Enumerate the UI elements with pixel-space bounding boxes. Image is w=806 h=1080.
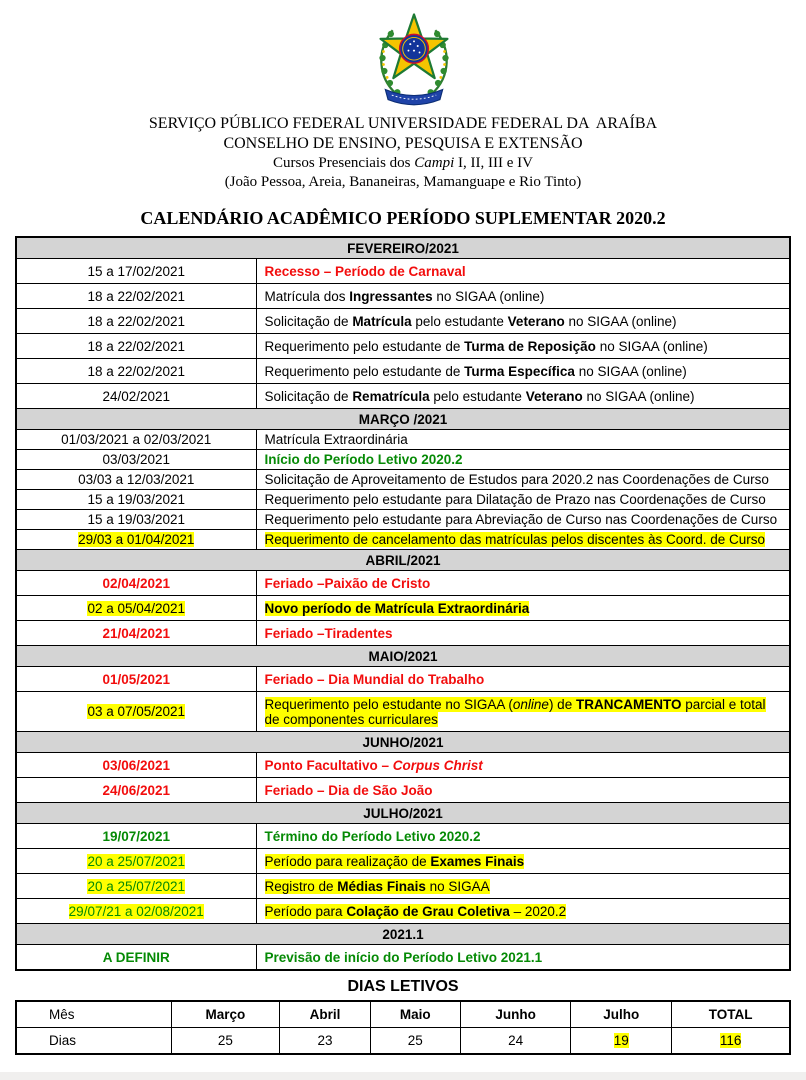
month-header: JULHO/2021 <box>16 803 790 824</box>
event-desc-cell <box>256 621 790 646</box>
dias-col-header: Julho <box>571 1001 672 1028</box>
header-line-3: Cursos Presenciais dos Campi I, II, III e IV <box>273 155 533 171</box>
month-section-row <box>16 237 790 259</box>
dias-col-header: Abril <box>280 1001 370 1028</box>
event-date-cell <box>16 667 256 692</box>
header-line-1: SERVIÇO PÚBLICO FEDERAL UNIVERSIDADE FEDERAL DA ARAÍBA <box>148 115 658 132</box>
event-description: Novo período de Matrícula Extraordinária <box>264 600 530 616</box>
calendar-row <box>16 778 790 803</box>
event-desc-cell <box>256 334 790 359</box>
dias-value-cell <box>460 1028 570 1055</box>
event-desc-cell <box>256 849 790 874</box>
event-desc-cell <box>256 284 790 309</box>
dias-value: 23 <box>317 1033 333 1048</box>
event-date: 21/04/2021 <box>102 625 171 641</box>
calendar-row <box>16 899 790 924</box>
dias-col-header: Mês <box>16 1001 171 1028</box>
dias-data-row <box>16 1028 790 1055</box>
event-date-cell <box>16 470 256 490</box>
calendar-row <box>16 470 790 490</box>
event-date: 03 a 07/05/2021 <box>87 704 186 719</box>
calendar-row <box>16 334 790 359</box>
event-description: Solicitação de Rematrícula pelo estudante Veterano no SIGAA (online) <box>264 388 695 404</box>
calendar-row <box>16 945 790 971</box>
event-date-cell <box>16 778 256 803</box>
calendar-row <box>16 384 790 409</box>
dias-value: 116 <box>719 1033 742 1048</box>
dias-value-cell <box>171 1028 280 1055</box>
event-date-cell <box>16 596 256 621</box>
event-date-cell <box>16 490 256 510</box>
event-description: Término do Período Letivo 2020.2 <box>264 828 481 844</box>
dias-value: 25 <box>407 1033 423 1048</box>
event-desc-cell <box>256 824 790 849</box>
calendar-row <box>16 450 790 470</box>
month-header: FEVEREIRO/2021 <box>16 237 790 259</box>
month-header: MAIO/2021 <box>16 646 790 667</box>
event-description: Matrícula dos Ingressantes no SIGAA (online) <box>264 288 545 304</box>
dias-row-label: Dias <box>16 1028 171 1055</box>
event-date-cell <box>16 510 256 530</box>
event-date-cell <box>16 899 256 924</box>
dias-value: 24 <box>508 1033 524 1048</box>
event-description: Solicitação de Aproveitamento de Estudos para 2020.2 nas Coordenações de Curso <box>264 472 769 487</box>
event-desc-cell <box>256 384 790 409</box>
campi-italic: Campi <box>414 155 455 171</box>
event-date: 18 a 22/02/2021 <box>87 313 186 329</box>
event-description: Feriado –Tiradentes <box>264 625 393 641</box>
event-date: 01/03/2021 a 02/03/2021 <box>61 432 212 447</box>
month-section-row <box>16 732 790 753</box>
event-date: 03/03 a 12/03/2021 <box>78 472 195 487</box>
event-desc-cell <box>256 490 790 510</box>
event-description: Período para realização de Exames Finais <box>264 853 525 869</box>
event-description: Matrícula Extraordinária <box>264 432 408 447</box>
event-date: A DEFINIR <box>102 949 170 965</box>
calendar-row <box>16 596 790 621</box>
calendar-row <box>16 621 790 646</box>
event-date-cell <box>16 621 256 646</box>
dias-letivos-title: DIAS LETIVOS <box>347 978 459 995</box>
calendar-row <box>16 309 790 334</box>
month-section-row <box>16 924 790 945</box>
calendar-row <box>16 571 790 596</box>
event-date: 03/03/2021 <box>102 452 171 467</box>
calendar-row <box>16 510 790 530</box>
calendar-row <box>16 430 790 450</box>
event-date: 20 a 25/07/2021 <box>87 853 186 869</box>
event-date-cell <box>16 753 256 778</box>
brazil-coat-of-arms-icon <box>367 8 461 108</box>
event-date: 24/06/2021 <box>102 782 171 798</box>
event-date: 01/05/2021 <box>102 671 171 687</box>
month-section-row <box>16 409 790 430</box>
event-description: Feriado – Dia de São João <box>264 782 433 798</box>
event-date: 02 a 05/04/2021 <box>87 600 186 616</box>
event-desc-cell <box>256 450 790 470</box>
event-description: Registro de Médias Finais no SIGAA <box>264 878 490 894</box>
event-date-cell <box>16 945 256 971</box>
calendar-row <box>16 824 790 849</box>
page-title: CALENDÁRIO ACADÊMICO PERÍODO SUPLEMENTAR 2020.2 <box>140 208 666 228</box>
month-header: ABRIL/2021 <box>16 550 790 571</box>
event-description: Previsão de início do Período Letivo 2021.1 <box>264 949 543 965</box>
event-date-cell <box>16 309 256 334</box>
event-desc-cell <box>256 945 790 971</box>
event-description: Requerimento pelo estudante no SIGAA (online) de TRANCAMENTO parcial e total de componentes curriculares <box>264 696 766 727</box>
event-desc-cell <box>256 359 790 384</box>
event-desc-cell <box>256 692 790 732</box>
event-date: 20 a 25/07/2021 <box>87 878 186 894</box>
event-date: 29/07/21 a 02/08/2021 <box>68 903 204 919</box>
month-header: MARÇO /2021 <box>16 409 790 430</box>
event-date-cell <box>16 530 256 550</box>
event-desc-cell <box>256 778 790 803</box>
event-date: 19/07/2021 <box>102 828 171 844</box>
header-line-2: CONSELHO DE ENSINO, PESQUISA E EXTENSÃO <box>223 135 583 152</box>
month-section-row <box>16 803 790 824</box>
dias-col-header: Março <box>171 1001 280 1028</box>
dias-value: 19 <box>613 1033 629 1048</box>
event-desc-cell <box>256 470 790 490</box>
event-description: Requerimento pelo estudante para Dilatação de Prazo nas Coordenações de Curso <box>264 492 766 507</box>
dias-value: 25 <box>217 1033 233 1048</box>
event-desc-cell <box>256 309 790 334</box>
event-desc-cell <box>256 596 790 621</box>
event-description: Ponto Facultativo – Corpus Christ <box>264 757 483 773</box>
event-description: Período para Colação de Grau Coletiva – 2020.2 <box>264 903 567 919</box>
event-date-cell <box>16 334 256 359</box>
calendar-row <box>16 284 790 309</box>
month-section-row <box>16 550 790 571</box>
event-desc-cell <box>256 753 790 778</box>
event-date-cell <box>16 692 256 732</box>
event-desc-cell <box>256 899 790 924</box>
event-date: 15 a 19/03/2021 <box>87 492 186 507</box>
dias-value-cell <box>571 1028 672 1055</box>
dias-value-cell <box>280 1028 370 1055</box>
calendar-row <box>16 259 790 284</box>
calendar-row <box>16 359 790 384</box>
event-description: Recesso – Período de Carnaval <box>264 263 466 279</box>
event-date-cell <box>16 874 256 899</box>
dias-header-row <box>16 1001 790 1028</box>
event-description: Início do Período Letivo 2020.2 <box>264 452 463 467</box>
event-date-cell <box>16 430 256 450</box>
event-desc-cell <box>256 430 790 450</box>
month-section-row <box>16 646 790 667</box>
event-date: 18 a 22/02/2021 <box>87 288 186 304</box>
calendar-row <box>16 692 790 732</box>
event-desc-cell <box>256 571 790 596</box>
event-date-cell <box>16 359 256 384</box>
month-header: JUNHO/2021 <box>16 732 790 753</box>
event-date: 24/02/2021 <box>102 388 171 404</box>
header-line-4: (João Pessoa, Areia, Bananeiras, Mamanguape e Rio Tinto) <box>224 174 582 190</box>
document-header <box>0 0 806 192</box>
event-desc-cell <box>256 874 790 899</box>
page-edge-strip <box>0 1072 806 1080</box>
event-desc-cell <box>256 259 790 284</box>
event-date-cell <box>16 450 256 470</box>
calendar-row <box>16 667 790 692</box>
event-date-cell <box>16 571 256 596</box>
month-header: 2021.1 <box>16 924 790 945</box>
calendar-row <box>16 753 790 778</box>
calendar-row <box>16 874 790 899</box>
event-description: Requerimento pelo estudante de Turma Específica no SIGAA (online) <box>264 363 687 379</box>
event-description: Feriado –Paixão de Cristo <box>264 575 431 591</box>
event-date: 15 a 19/03/2021 <box>87 512 186 527</box>
event-date: 15 a 17/02/2021 <box>87 263 186 279</box>
dias-col-header: Maio <box>370 1001 460 1028</box>
event-desc-cell <box>256 667 790 692</box>
event-date-cell <box>16 284 256 309</box>
event-desc-cell <box>256 530 790 550</box>
calendar-row <box>16 849 790 874</box>
emblem-container <box>11 8 806 108</box>
event-date: 18 a 22/02/2021 <box>87 363 186 379</box>
event-date: 02/04/2021 <box>102 575 171 591</box>
dias-letivos-table <box>15 1000 791 1055</box>
event-date: 29/03 a 01/04/2021 <box>78 532 195 547</box>
dias-value-cell <box>672 1028 790 1055</box>
event-description: Requerimento de cancelamento das matrículas pelos discentes às Coord. de Curso <box>264 532 766 547</box>
calendar-row <box>16 530 790 550</box>
calendar-table <box>15 236 791 971</box>
event-description: Requerimento pelo estudante de Turma de Reposição no SIGAA (online) <box>264 338 708 354</box>
event-description: Requerimento pelo estudante para Abreviação de Curso nas Coordenações de Curso <box>264 512 778 527</box>
event-description: Solicitação de Matrícula pelo estudante Veterano no SIGAA (online) <box>264 313 677 329</box>
event-date-cell <box>16 384 256 409</box>
dias-col-header: TOTAL <box>672 1001 790 1028</box>
dias-col-header: Junho <box>460 1001 570 1028</box>
event-date: 03/06/2021 <box>102 757 171 773</box>
event-date-cell <box>16 259 256 284</box>
event-date: 18 a 22/02/2021 <box>87 338 186 354</box>
event-desc-cell <box>256 510 790 530</box>
dias-value-cell <box>370 1028 460 1055</box>
event-date-cell <box>16 824 256 849</box>
event-date-cell <box>16 849 256 874</box>
event-description: Feriado – Dia Mundial do Trabalho <box>264 671 485 687</box>
calendar-row <box>16 490 790 510</box>
